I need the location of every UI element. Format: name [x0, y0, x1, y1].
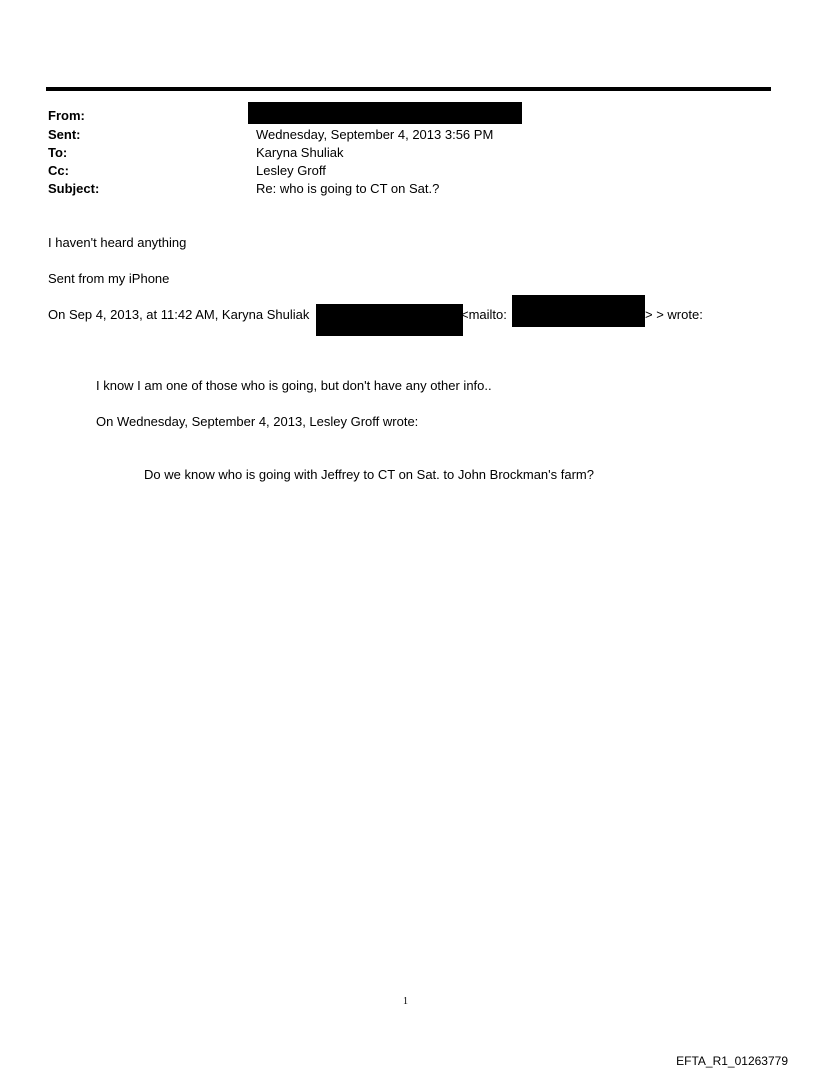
- redaction-sender-email: [316, 304, 463, 336]
- subject-value: Re: who is going to CT on Sat.?: [256, 181, 440, 196]
- redaction-from: [248, 102, 522, 124]
- reply-text: I haven't heard anything: [48, 235, 187, 250]
- quote-intro-suffix: > > wrote:: [645, 307, 703, 322]
- quote-intro-prefix: On Sep 4, 2013, at 11:42 AM, Karyna Shuliak: [48, 307, 310, 322]
- cc-label: Cc:: [48, 163, 69, 178]
- to-value: Karyna Shuliak: [256, 145, 344, 160]
- redaction-mailto-address: [512, 295, 645, 327]
- document-id: EFTA_R1_01263779: [676, 1054, 788, 1068]
- nested-message: Do we know who is going with Jeffrey to CT on Sat. to John Brockman's farm?: [144, 467, 594, 482]
- cc-value: Lesley Groff: [256, 163, 326, 178]
- page-number: 1: [403, 996, 408, 1007]
- quoted-reply: I know I am one of those who is going, but don't have any other info..: [96, 378, 492, 393]
- header-rule: [46, 87, 771, 91]
- quote-intro-mailto: <mailto:: [461, 307, 507, 322]
- sent-label: Sent:: [48, 127, 81, 142]
- to-label: To:: [48, 145, 68, 160]
- signature: Sent from my iPhone: [48, 271, 170, 286]
- nested-intro: On Wednesday, September 4, 2013, Lesley Groff wrote:: [96, 414, 419, 429]
- sent-value: Wednesday, September 4, 2013 3:56 PM: [256, 127, 494, 142]
- from-label: From:: [48, 108, 85, 123]
- subject-label: Subject:: [48, 181, 100, 196]
